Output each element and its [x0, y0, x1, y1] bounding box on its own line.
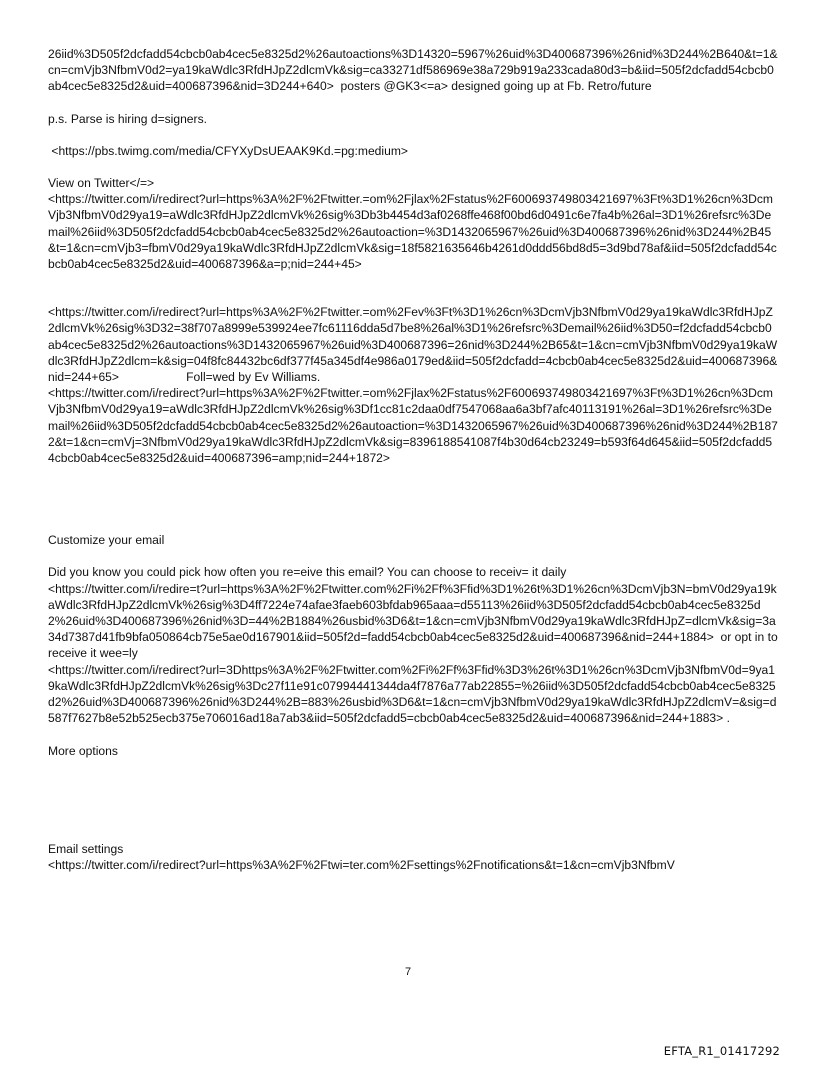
followed-by-block: <https://twitter.com/i/redirect?url=https%3A%2F%2Ftwitter.=om%2Fev%3Ft%3D1%26cn%3DcmVjb3NfbmV0d29ya19kaWdlc3RfdHJpZ2dlcmVk%26sig%3D32=38f707a8999e539924ee7fc61116dda5d7be8%26al%3D1%26refsrc%3Demail%26iid%3D50=f2dcfadd54cbcb0ab4cec5e8325d2%26autoactions%3D1432065967%26uid%3D400687396=26nid%3D244%2B65&t=1&cn=cmVjb3NfbmV0d29ya19kaWdlc3RfdHJpZ2dlcm=k&sig=04f8fc84432bc6df377f45a345df4e986a0179ed&iid=505f2dcfadd=4cbcb0ab4cec5e8325d2&uid=400687396&nid=244+65> Foll=wed by Ev Williams. <https://twitter.com/i/redirect?url=https%3A%2F%2Ftwitter.=om%2Fjlax%2Fstatus%2F600693749803421697%3Ft%3D1%26cn%3DcmVjb3NfbmV0d29ya19=aWdlc3RfdHJpZ2dlcmVk%26sig%3Df1cc81c2daa0df7547068aa6a3bf7afc40113191%26al=3D1%26refsrc%3Demail%26iid%3D505f2dcfadd54cbcb0ab4cec5e8325d2%26autoaction=%3D1432065967%26uid%3D400687396%26nid%3D244%2B1872&t=1&cn=cmVj=3NfbmV0d29ya19kaWdlc3RfdHJpZ2dlcmVk&sig=8396188541087f4b30d64cb23249=b593f64d645&iid=505f2dcfadd54cbcb0ab4cec5e8325d2&uid=400687396=amp;nid=244+1872> — [48, 305, 778, 466]
url-fragment-paragraph: 26iid%3D505f2dcfadd54cbcb0ab4cec5e8325d2%26autoactions%3D14320=5967%26uid%3D400687396%26nid%3D244%2B640&t=1&cn=cmVjb3NfbmV0d2=ya19kaWdlc3RfdHJpZ2dlcmVk&sig=ca33271df586969e38a729b919a233cada80d3=b&iid=505f2dcfadd54cbcb0ab4cec5e8325d2&uid=400687396&nid=3D244+640> posters @GK3<=a> designed going up at Fb. Retro/future — [48, 47, 778, 94]
email-settings-block: Email settings <https://twitter.com/i/redirect?url=https%3A%2F%2Ftwi=ter.com%2Fsettings%2Fnotifications&t=1&cn=cmVjb3NfbmV — [48, 841, 675, 872]
frequency-paragraph: Did you know you could pick how often you re=eive this email? You can choose to receiv= it daily <https://twitter.com/i/redire=t?url=https%3A%2F%2Ftwitter.com%2Fi%2Ff%3Ffid%3D1%26t%3D1%26cn%3DcmVjb3N=bmV0d29ya19kaWdlc3RfdHJpZ2dlcmVk%26sig%3D4ff7224e74afae3faeb603bfdab965aaa=d55113%26iid%3D505f2dcfadd54cbcb0ab4cec5e8325d2%26uid%3D400687396%26nid%3D=44%2B1884%26usbid%3D6&t=1&cn=cmVjb3NfbmV0d29ya19kaWdlc3RfdHJpZ=dlcmVk&sig=3a34d7387d41fb9bfa050864cb75e5ae0d167901&iid=505f2d=fadd54cbcb0ab4cec5e8325d2&uid=400687396&nid=244+1884> or opt in to receive it wee=ly <https://twitter.com/i/redirect?url=3Dhttps%3A%2F%2Ftwitter.com%2Fi%2Ff%3Ffid%3D3%26t%3D1%26cn%3DcmVjb3NfbmV0d=9ya19kaWdlc3RfdHJpZ2dlcmVk%26sig%3Dc27f11e91c07994441344da4f7876a77ab22855=%26iid%3D505f2dcfadd54cbcb0ab4cec5e8325d2%26uid%3D400687396%26nid%3D244%2B=883%26usbid%3D6&t=1&cn=cmVjb3NfbmV0d29ya19kaWdlc3RfdHJpZ2dlcmV=&sig=d587f7627b8e52b525ecb375e706016ad18a7ab3&iid=505f2dcfadd5=cbcb0ab4cec5e8325d2&uid=400687396&nid=244+1883> . — [48, 565, 778, 726]
more-options-label: More options — [48, 743, 118, 758]
document-body — [48, 46, 778, 873]
customize-heading: Customize your email — [48, 533, 165, 548]
page-number: 7 — [404, 966, 412, 978]
hiring-note: p.s. Parse is hiring d=signers. — [48, 111, 207, 126]
bates-stamp: EFTA_R1_01417292 — [663, 1044, 780, 1058]
media-link: <https://pbs.twimg.com/media/CFYXyDsUEAAK9Kd.=pg:medium> — [48, 143, 408, 158]
view-on-twitter-block: View on Twitter</=> <https://twitter.com/i/redirect?url=https%3A%2F%2Ftwitter.=om%2Fjlax%2Fstatus%2F600693749803421697%3Ft%3D1%26cn%3DcmVjb3NfbmV0d29ya19=aWdlc3RfdHJpZ2dlcmVk%26sig%3Db3b4454d3af0268ffe468f00bd6d0491c6e7fa4b%26al=3D1%26refsrc%3Demail%26iid%3D505f2dcfadd54cbcb0ab4cec5e8325d2%26autoaction=%3D1432065967%26uid%3D400687396%26nid%3D244%2B45&t=1&cn=cmVjb3=fbmV0d29ya19kaWdlc3RfdHJpZ2dlcmVk&sig=18f5821635646b4261d0ddd56bd8d5=3d9bd78af&iid=505f2dcfadd54cbcb0ab4cec5e8325d2&uid=400687396&a=p;nid=244+45> — [48, 176, 777, 272]
